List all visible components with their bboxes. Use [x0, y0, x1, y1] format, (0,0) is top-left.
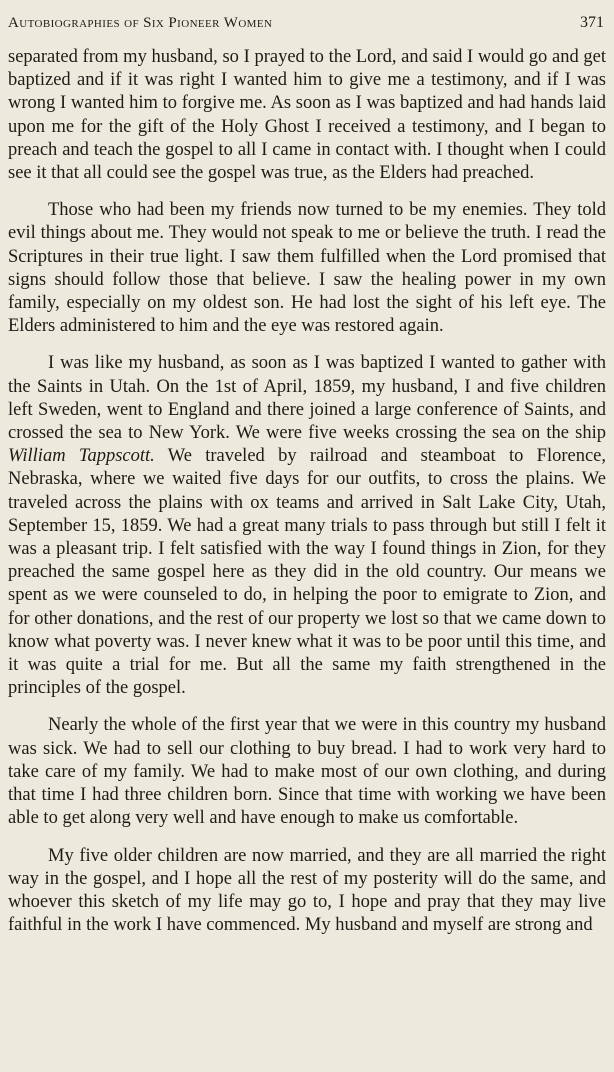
- paragraph-3: [8, 352, 606, 700]
- running-head: [8, 14, 606, 38]
- paragraph-3-text-after-ship: We traveled by railroad and steamboat to Florence, Nebraska, where we waited five days for our outfits, to cross the plains. We traveled across the plains with ox teams and arrived in Salt Lake City, Utah, September 15, 1859. We had a great many trials to pass through but still I felt it was a pleasant trip. I felt satisfied with the way I found things in Zion, for they preached the same gospel here as they did in the old country. Our means we spent as we were counseled to do, in helping the poor to emigrate to Zion, and for other donations, and the rest of our property we lost so that we came down to know what poverty was. I never knew what it was to be poor until this time, and it was quite a trial for me. But all the same my faith strengthened in the principles of the gospel.: [8, 446, 607, 699]
- paragraph-5: My five older children are now married, and they are all married the right way in the gospel, and I hope all the rest of my posterity will do the same, and whoever this sketch of my life may go to, I hope and pray that they may live faithful in the work I have commenced. My husband and myself are strong and: [8, 845, 606, 936]
- paragraph-2: Those who had been my friends now turned to be my enemies. They told evil things about me. They would not speak to me or believe the truth. I read the Scriptures in their true light. I saw them fulfilled when the Lord promised that signs should follow those that believe. I saw the healing power in my own family, especially on my oldest son. He had lost the sight of his left eye. The Elders administered to him and the eye was restored again.: [8, 200, 606, 337]
- ship-name: William Tappscott.: [8, 446, 155, 467]
- running-title: Autobiographies of Six Pioneer Women: [8, 15, 273, 31]
- page-number: 371: [580, 14, 604, 31]
- paragraph-1: separated from my husband, so I prayed to the Lord, and said I would go and get baptized and if it was right I wanted him to give me a testimony, and if I was wrong I wanted him to forgive me. As soon as I was baptized and had hands laid upon me for the gift of the Holy Ghost I received a testimony, and I began to preach and teach the gospel to all I came in contact with. I thought when I could see it that all could see the gospel was true, as the Elders had preached.: [8, 47, 606, 184]
- paragraph-3-text-before-ship: I was like my husband, as soon as I was baptized I wanted to gather with the Saints in Utah. On the 1st of April, 1859, my husband, I and five children left Sweden, went to England and there joined a large conference of Saints, and crossed the sea to New York. We were five weeks crossing the sea on the ship: [8, 353, 606, 444]
- body-text: [8, 46, 606, 937]
- paragraph-4: Nearly the whole of the first year that we were in this country my husband was sick. We had to sell our clothing to buy bread. I had to work very hard to take care of my family. We had to make most of our own clothing, and during that time I had three children born. Since that time with working we have been able to get along very well and have enough to make us comfortable.: [8, 715, 606, 829]
